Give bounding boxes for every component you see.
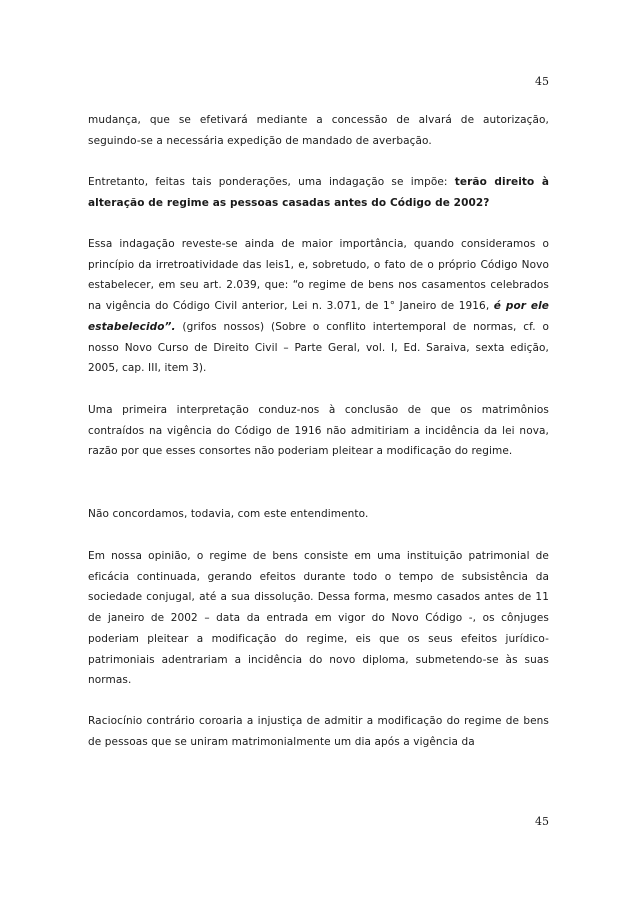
- paragraph-2: [88, 172, 549, 213]
- paragraph-5: Não concordamos, todavia, com este entendimento.: [88, 508, 369, 520]
- page-number-bottom: 45: [535, 815, 549, 828]
- paragraph-3-emphasis: é por ele estabelecido”.: [88, 300, 549, 333]
- paragraph-2-question: terão direito à alteração de regime as pessoas casadas antes do Código de 2002?: [88, 176, 550, 209]
- paragraph-3: [88, 234, 549, 379]
- paragraph-7: Raciocínio contrário coroaria a injustiça de admitir a modificação do regime de bens de pessoas que se uniram matrimonialmente um dia após a vigência da: [88, 715, 549, 748]
- paragraph-2-text: Entretanto, feitas tais ponderações, uma indagação se impõe:: [88, 176, 455, 188]
- paragraph-3-text: Essa indagação reveste-se ainda de maior importância, quando consideramos o princípio da irretroatividade das leis1, e, sobretudo, o fato de o próprio Código Novo estabelecer, em seu art. 2.039, que: “o regime de bens nos casamentos celebrados na vigência do Código Civil anterior, Lei n. 3.071, de 1° Janeiro de 1916,: [88, 238, 549, 313]
- paragraph-1: mudança, que se efetivará mediante a concessão de alvará de autorização, seguindo-se a necessária expedição de mandado de averbação.: [88, 114, 549, 147]
- page-number-top: 45: [535, 75, 549, 88]
- paragraph-4: Uma primeira interpretação conduz-nos à conclusão de que os matrimônios contraídos na vigência do Código de 1916 não admitiriam a incidência da lei nova, razão por que esses consortes não poderiam pleitear a modificação do regime.: [88, 404, 549, 458]
- paragraph-6: Em nossa opinião, o regime de bens consiste em uma instituição patrimonial de eficácia continuada, gerando efeitos durante todo o tempo de subsistência da sociedade conjugal, até a sua dissolução. Dessa forma, mesmo casados antes de 11 de janeiro de 2002 – data da entrada em vigor do Novo Código -, os cônjuges poderiam pleitear a modificação do regime, eis que os seus efeitos jurídico-patrimoniais adentrariam a incidência do novo diploma, submetendo-se às suas normas.: [88, 550, 549, 687]
- paragraph-3-reference: (grifos nossos) (Sobre o conflito intertemporal de normas, cf. o nosso Novo Curso de Direito Civil – Parte Geral, vol. I, Ed. Saraiva, sexta edição, 2005, cap. III, item 3).: [88, 320, 549, 375]
